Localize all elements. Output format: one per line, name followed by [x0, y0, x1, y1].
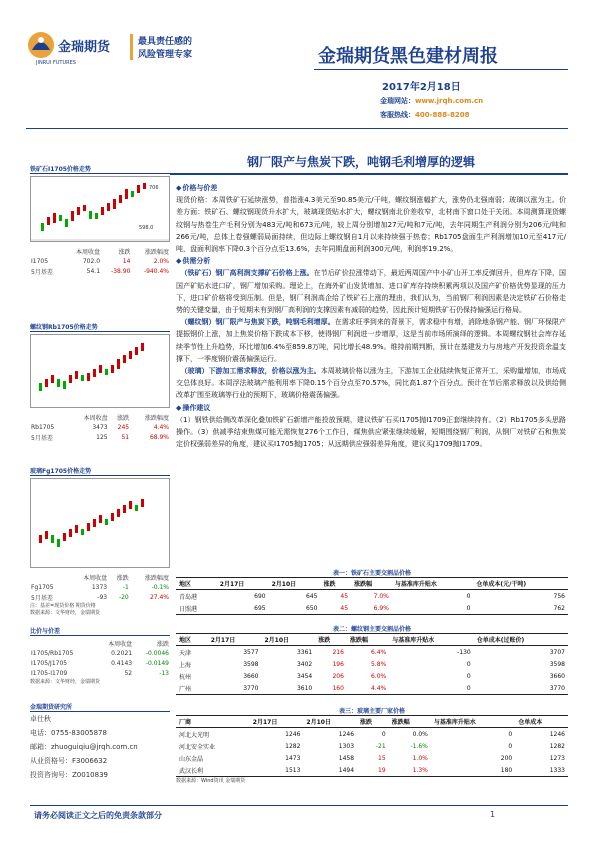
section-price-text: 现货价格：本周铁矿石延续涨势，普指涨4.3美元至90.85美元/干吨，螺纹钢涨幅扩大，涨势仍北强南弱；玻璃以涨为主。价差方面：铁矿石、螺纹钢现货升水扩大，玻璃现货贴水扩大，螺纹钢南北价差收窄，北材南下窗口处于关闭。本周测算现货螺纹钢与热卷生产毛利分别为483元/吨和673元/吨，较上周分别增加27元/吨和7元/吨，去年同期生产利润分别为206元/吨和266元/吨，总体上卷强螺弱局面持续，但边际上螺纹钢自1月以来持续强于热卷；Rb1705盘面生产利润增加10元至417元/吨，盘面利润率下降0.3个百分点至13.6%，去年同期盘面利润300元/吨，利润率19.2%。	[176, 196, 566, 254]
t1-r0c5: 0	[466, 592, 471, 600]
t3-r2c2: 1458	[338, 754, 355, 762]
t3-r1c3: -21	[375, 742, 386, 750]
t2-h0: 地区	[176, 634, 208, 646]
t2-r0c0: 天津	[179, 649, 192, 657]
t3-r0c1: 1246	[285, 730, 301, 738]
t2-r0c4: 6.4%	[370, 648, 387, 656]
glass-chart-title: 玻璃Fg1705价格走势	[30, 468, 92, 475]
rebar-panel	[30, 322, 170, 442]
ore-paragraph	[176, 267, 566, 316]
slogan-divider	[130, 34, 133, 60]
table-row	[176, 658, 568, 670]
ratio-h2: 涨跌	[156, 640, 169, 648]
t1-h0: 地区	[176, 578, 217, 590]
glass-r0c0: Fg1705	[31, 583, 54, 591]
table2	[176, 633, 568, 695]
contact-org: 金瑞期货研究所	[30, 704, 73, 711]
table3	[176, 715, 568, 777]
t2-r1c3: 196	[332, 660, 344, 668]
t2-r3c2: 3610	[261, 682, 315, 695]
t3-r2c3: 15	[378, 754, 386, 762]
table1-caption: 表一：铁矿石主要交割品价格	[332, 570, 411, 577]
t1-r0c2: 645	[306, 592, 318, 600]
ore-r1c2: -38.90	[111, 267, 131, 275]
t2-r2c3: 206	[332, 672, 344, 680]
t3-r3c2: 1494	[303, 764, 357, 777]
t1-h4: 涨跌幅	[351, 578, 392, 590]
hotline-number: 400-888-8208	[415, 111, 470, 119]
t1-r0c4: 7.0%	[373, 592, 389, 600]
t1-r1c0: 日照港	[176, 602, 217, 615]
ore-chart	[30, 176, 170, 242]
rebar-rule	[30, 331, 170, 332]
ore-chart-title: 铁矿石I1705价格走势	[30, 166, 91, 173]
section-strategy-title: ◆ 操作建议	[176, 402, 566, 414]
rebar-paragraph	[176, 316, 566, 365]
analyst-tel: 电话：0755-83005878	[30, 729, 107, 737]
t3-r2c5: 200	[500, 754, 513, 762]
t3-r3c6: 1333	[515, 764, 568, 777]
table-row	[176, 682, 568, 695]
ratio-r1c1: 0.4143	[111, 659, 133, 667]
table-row	[176, 590, 568, 603]
t2-r1c0: 上海	[179, 661, 192, 669]
t3-r3c0: 武汉长利	[176, 764, 250, 777]
footer-rule	[30, 805, 568, 806]
rebar-paragraph-text: 在需求旺季到来的背景下，需求稳中有增，消除地条钢产能、钢厂环保限产提振钢价上涨，加上焦炭价格下跌成本下移，使得钢厂利润进一步增厚，这是当前市场所演绎的逻辑。本周螺纹钢社会库存延续季节性上升趋势，环比增加6.4%至859.8万吨，同比增长48.9%。维持前期判断，预计在基建发力与房地产开发投资余温支撑下，一季度钢价震荡偏强运行。	[176, 318, 567, 363]
table1	[176, 577, 568, 615]
t3-r0c5: 0	[508, 730, 513, 738]
rebar-r0c0: Rb1705	[31, 423, 55, 431]
glass-r1c3: 27.4%	[149, 593, 169, 601]
ore-rule	[30, 173, 170, 174]
rebar-r1c3: 68.9%	[149, 433, 169, 441]
t1-r1c1: 695	[217, 602, 269, 615]
t2-h6: 仓单成本(过账价)	[474, 634, 568, 646]
t3-r3c3: 19	[357, 764, 389, 777]
table-row	[176, 764, 568, 777]
slogan-line-2: 风险管理专家	[138, 50, 193, 60]
ore-r1c0: 5月基差	[31, 268, 53, 276]
ratio-source: 数据来源：文华财经，金瑞期货	[30, 679, 101, 685]
table-row	[176, 670, 568, 682]
hotline-label: 客服热线：	[380, 111, 415, 119]
t2-r1c4: 5.8%	[370, 660, 387, 668]
ratio-table	[30, 638, 170, 678]
t1-h1: 2月17日	[217, 578, 269, 590]
ratio-r2c0: I1705-I1709	[31, 669, 68, 677]
ore-r1c1: 54.1	[86, 267, 101, 275]
ratio-r0c2: -0.0046	[145, 649, 169, 657]
analyst-email[interactable]: 邮箱：zhuoguiqiu@jrqh.com.cn	[30, 743, 138, 751]
t3-h2: 2月10日	[303, 716, 357, 728]
glass-r1c2: -20	[118, 593, 129, 601]
page-number: 1	[490, 810, 496, 819]
t3-r1c1: 1282	[285, 742, 301, 750]
t3-r1c2: 1303	[338, 742, 355, 750]
t2-r0c1: 3577	[243, 648, 259, 656]
t3-r2c0: 山东金晶	[179, 755, 204, 763]
t1-h2: 2月10日	[269, 578, 321, 590]
t3-h4: 涨跌幅	[389, 716, 431, 728]
t2-r1c5: 0	[466, 660, 471, 668]
t3-r0c3: 0	[381, 730, 386, 738]
ore-candles	[31, 183, 169, 240]
t3-r2c1: 1473	[285, 754, 301, 762]
ore-h2: 涨跌	[118, 248, 131, 256]
report-date: 2017年2月18日	[382, 82, 461, 93]
ratio-r1c0: I1705/J1705	[31, 659, 68, 667]
table3-source: 数据来源：Wind资讯 金瑞期货	[176, 778, 246, 784]
t2-r0c5: -130	[457, 648, 471, 656]
t3-r2c6: 1273	[549, 754, 565, 762]
glass-h0	[30, 572, 68, 582]
ore-r0c2: 14	[122, 257, 131, 265]
t1-r0c1: 690	[254, 592, 266, 600]
table1-block	[176, 568, 568, 615]
logo-sub: JINRUI FUTURES	[36, 60, 76, 66]
rebar-r0c2: 245	[117, 423, 130, 431]
ore-r0c3: 2.0%	[153, 257, 169, 265]
rebar-r1c0: 5月基差	[31, 434, 53, 442]
analyst-name: 卓仕秋	[30, 715, 51, 723]
ore-panel	[30, 164, 170, 276]
table-row	[176, 740, 568, 752]
t2-h1: 2月17日	[208, 634, 262, 646]
glass-candles	[39, 499, 144, 547]
ore-paragraph-lead: （铁矿石）钢厂高利润支撑矿石价格上涨。	[180, 269, 314, 278]
t1-r0c0: 青岛港	[179, 593, 198, 601]
t2-r0c3: 216	[332, 648, 344, 656]
t2-h5: 与基准库升贴水	[389, 634, 474, 646]
ore-r0c0: I1705	[31, 257, 49, 265]
t2-r0c2: 3361	[296, 648, 313, 656]
glass-h2: 涨跌	[116, 574, 129, 582]
t2-r2c1: 3660	[243, 672, 259, 680]
website-label: 金瑞网站：	[380, 97, 415, 105]
table-row	[176, 752, 568, 764]
website-link[interactable]: www.jrqh.com.cn	[415, 97, 484, 105]
t2-r3c0: 广州	[176, 682, 208, 695]
t3-r1c5: 0	[508, 742, 513, 750]
ratio-panel	[30, 626, 170, 685]
t3-h0: 厂商	[176, 716, 250, 728]
t2-r1c1: 3598	[243, 660, 259, 668]
section-price-title: ◆ 价格与价差	[176, 182, 566, 194]
t2-r3c5: 0	[389, 682, 474, 695]
disclaimer-notice: 请务必阅读正文之后的免责条款部分	[34, 811, 162, 820]
t3-r3c5: 180	[431, 764, 515, 777]
glass-paragraph-lead: （玻璃）下游加工需求释放，价格以涨为主。	[180, 367, 321, 376]
rebar-h0	[30, 412, 69, 422]
ratio-h0	[30, 638, 95, 648]
ore-axis-top: 706	[149, 185, 159, 191]
table3-caption: 表三：玻璃主要厂家价格	[338, 708, 405, 715]
ore-h1: 本周收盘	[76, 248, 101, 256]
rebar-r1c1: 125	[96, 433, 108, 441]
t3-r3c1: 1513	[250, 764, 304, 777]
ore-axis-mid: 598.0	[139, 225, 154, 231]
t2-r3c1: 3770	[208, 682, 262, 695]
table-row	[176, 646, 568, 659]
advisor-no: 投资咨询号：Z0010839	[30, 771, 108, 779]
t2-r3c3: 160	[315, 682, 347, 695]
rebar-paragraph-lead: （螺纹钢）钢厂限产与焦炭下跌，吨钢毛利增厚。	[180, 318, 335, 327]
rebar-chart	[30, 334, 170, 408]
t3-r3c4: 1.3%	[389, 764, 431, 777]
t3-r2c4: 1.0%	[412, 754, 428, 762]
t3-r0c0: 河北大光明	[179, 731, 210, 739]
rebar-table	[30, 412, 170, 442]
glass-source: 数据来源：文华财经，金瑞期货	[30, 610, 101, 616]
basis-note: 注：基差=现货价格 期货价格	[30, 603, 96, 609]
headline: 钢厂限产与焦炭下跌，吨钢毛利增厚的逻辑	[247, 155, 476, 169]
rebar-h2: 涨跌	[117, 414, 130, 422]
rebar-h1: 本周收盘	[83, 414, 108, 422]
ratio-r1c2: -0.0149	[145, 659, 169, 667]
rebar-chart-title: 螺纹钢Rb1705价格走势	[30, 324, 98, 331]
glass-r0c1: 1373	[91, 583, 108, 591]
website	[380, 96, 483, 106]
t3-h3: 涨跌	[357, 716, 389, 728]
glass-h1: 本周收盘	[83, 574, 108, 582]
ratio-h1: 本周收盘	[108, 640, 133, 648]
glass-rule	[30, 475, 170, 476]
t1-h6: 仓单成本(元/干吨)	[473, 578, 568, 590]
t3-h6: 仓单成本	[515, 716, 568, 728]
rebar-r0c3: 4.4%	[153, 423, 169, 431]
t2-h3: 涨跌	[315, 634, 347, 646]
t3-r0c4: 0.0%	[412, 730, 428, 738]
contact-panel	[30, 702, 170, 782]
company-logo	[26, 26, 124, 70]
glass-r0c2: -1	[122, 583, 129, 591]
report-body	[176, 182, 566, 450]
logo-mark-icon	[26, 30, 56, 60]
ore-h0	[30, 246, 64, 256]
ratio-r2c1: 52	[124, 669, 133, 677]
report-title: 金瑞期货黑色建材周报	[318, 46, 498, 67]
t1-r1c2: 650	[269, 602, 321, 615]
glass-r0c3: -0.1%	[151, 583, 169, 591]
glass-paragraph-text: 本周玻璃价格以涨为主，下游加工企业陆续恢复正常开工，采购量增加，市场成交总体良好。本周浮法玻璃产能利用率下降0.15个百分点至70.57%，同比高1.87个百分点。预计在节后需求释放以及供给侧改革扩围至玻璃等行业的预期下，玻璃价格震荡偏强。	[176, 367, 567, 400]
ratio-r0c0: I1705/Rb1705	[31, 649, 74, 657]
logo-name: 金瑞期货	[58, 40, 111, 55]
t1-r1c6: 762	[473, 602, 568, 615]
t2-r2c0: 杭州	[179, 673, 192, 681]
t2-r3c6: 3770	[474, 682, 568, 695]
t3-r0c2: 1246	[338, 730, 355, 738]
glass-panel	[30, 466, 170, 616]
rebar-r0c1: 3473	[92, 423, 108, 431]
header-rule	[26, 128, 568, 129]
ore-h3: 涨跌幅度	[144, 248, 169, 256]
glass-paragraph	[176, 365, 566, 402]
t2-r1c6: 3598	[549, 660, 565, 668]
t1-r1c5: 0	[392, 602, 474, 615]
qualification-no: 从业资格号：F3006632	[30, 757, 108, 765]
ore-table	[30, 246, 170, 276]
t2-r2c4: 6.0%	[370, 672, 387, 680]
title-rule	[314, 69, 568, 70]
t3-h5: 与基准库升贴水	[431, 716, 515, 728]
t2-r3c4: 4.4%	[347, 682, 389, 695]
t1-r1c4: 6.9%	[351, 602, 392, 615]
t2-r1c2: 3402	[296, 660, 313, 668]
strategy-text: （1）钢铁供给侧改革深化叠加铁矿石新增产能投放预期，建议铁矿石买I1705抛I1709正套继续持有。（2）Rb1705多头思路操作。（3）供减季结束焦煤可能无需恢复276个工作日，煤焦供应紧张继续缓解，短期围绕钢厂利润，从钢厂对铁矿石和焦炭定价权强弱差异的角度，建议买I1705抛J1705；从远期供应强弱差异角度，建议买J1709抛I1709。	[176, 415, 566, 449]
ratio-title: 比价与价差	[30, 628, 61, 635]
t1-r0c3: 45	[340, 592, 349, 600]
t3-h1: 2月17日	[250, 716, 304, 728]
ratio-rule	[30, 635, 170, 636]
table-row	[176, 728, 568, 741]
t2-r2c6: 3660	[549, 672, 565, 680]
t1-r1c3: 45	[320, 602, 351, 615]
t2-r0c6: 3707	[549, 648, 565, 656]
glass-h3: 涨跌幅度	[144, 574, 169, 582]
table3-block	[176, 706, 568, 784]
hotline	[380, 110, 470, 120]
rebar-h3: 涨跌幅度	[144, 414, 169, 422]
slogan	[138, 36, 192, 62]
t2-h4: 涨跌幅	[347, 634, 389, 646]
section-supply-title: ◆ 供需分析	[176, 255, 566, 267]
table2-block	[176, 624, 568, 695]
ore-paragraph-text: 在节后矿价拉涨带动下，最近两周国产中小矿山开工率反弹回升，但库存下降，国国产矿贴水进口矿，钢厂增加采购。理论上，在海外矿山发货增加、进口矿库存持续积累两项以及国产矿价格优势显现的压力下，进口矿价格将受到压制。但是，钢厂利润高企给了铁矿石上涨的理由，我们认为，当前钢厂利润因素是决定铁矿石价格走势的关键变量，由于短期未有到钢厂高利润的支撑因素有减弱的趋势，因此预计短期铁矿石仍保持偏强运行格局。	[176, 269, 567, 315]
t1-h3: 涨跌	[320, 578, 351, 590]
t2-r2c5: 0	[466, 672, 471, 680]
ratio-r0c1: 0.2021	[111, 649, 133, 657]
t1-r0c6: 756	[553, 592, 565, 600]
t2-r2c2: 3454	[296, 672, 313, 680]
t3-r0c6: 1246	[549, 730, 565, 738]
t2-h2: 2月10日	[261, 634, 315, 646]
rebar-candles	[39, 343, 144, 391]
t3-r1c6: 1282	[549, 742, 565, 750]
t3-r1c0: 河北安全实业	[179, 743, 216, 751]
t1-h5: 与基准库升贴水	[392, 578, 474, 590]
glass-chart	[30, 478, 170, 568]
slogan-line-1: 最具责任感的	[138, 37, 193, 47]
table-row	[176, 602, 568, 615]
ore-r0c1: 702.0	[82, 257, 101, 265]
table2-caption: 表二：螺纹钢主要交割品价格	[332, 626, 411, 633]
glass-r1c0: 5月基差	[31, 594, 53, 602]
ratio-r2c2: -13	[159, 669, 169, 677]
t3-r1c4: -1.6%	[410, 742, 428, 750]
rebar-r1c2: 51	[121, 433, 130, 441]
ore-r1c3: -940.4%	[143, 267, 169, 275]
glass-table	[30, 572, 170, 602]
glass-r1c1: -93	[97, 593, 108, 601]
headline-rule	[170, 173, 568, 175]
